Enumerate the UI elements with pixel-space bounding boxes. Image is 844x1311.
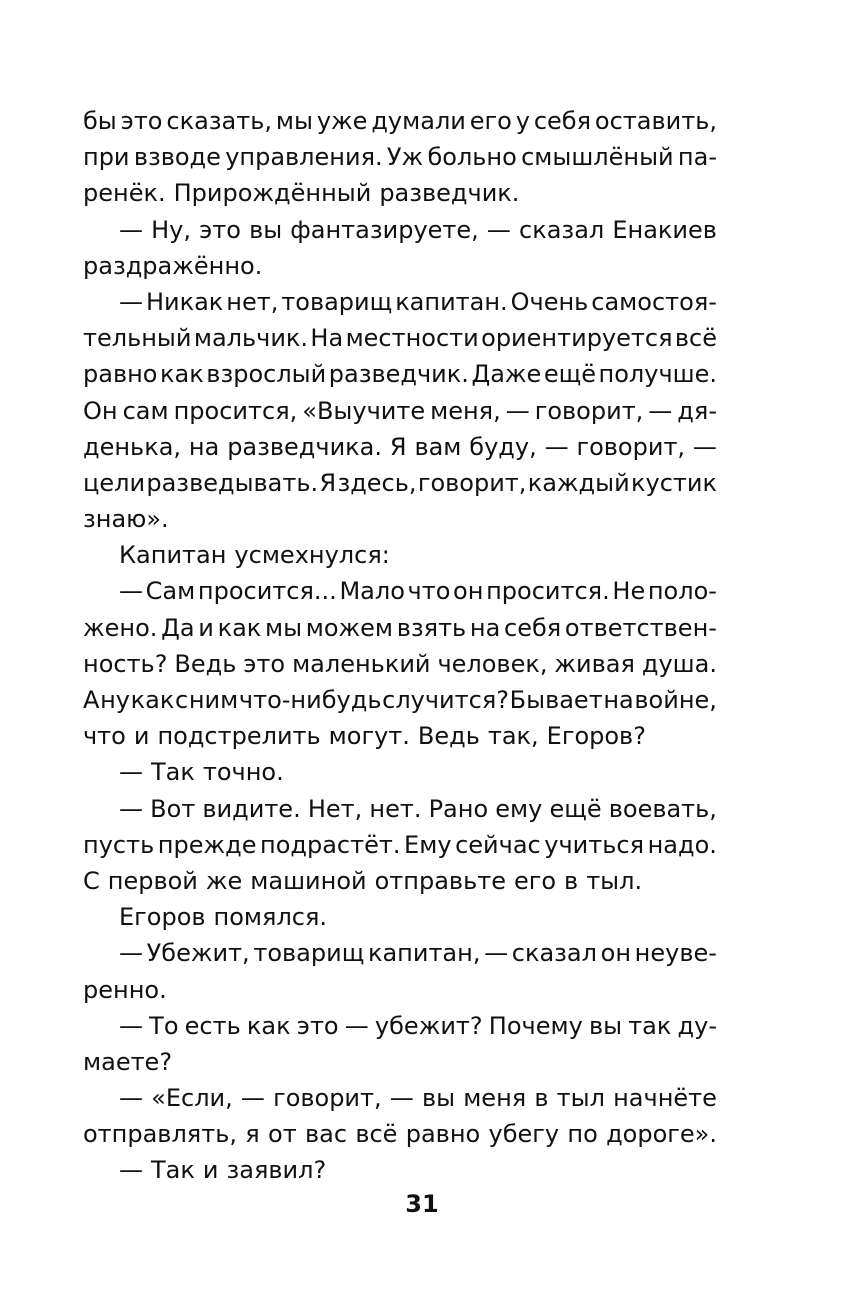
text-line: Егоров помялся.: [119, 903, 328, 932]
text-line: жено. Да и как мы можем взять на себя ответствен-: [83, 613, 717, 642]
text-line: что и подстрелить могут. Ведь так, Егоров?: [83, 722, 646, 751]
text-line: ренно.: [83, 975, 167, 1004]
text-line: знаю».: [83, 505, 169, 534]
text-line: — Так и заявил?: [119, 1156, 327, 1185]
text-line: Он сам просится, «Выучите меня, — говорит, — дя-: [83, 396, 717, 425]
text-line: А ну как с ним что-нибудь случится? Бывает на войне,: [83, 686, 717, 714]
text-line: бы это сказать, мы уже думали его у себя оставить,: [83, 107, 717, 135]
text-line: раздражённо.: [83, 251, 263, 280]
text-line: отправлять, я от вас всё равно убегу по дороге».: [83, 1120, 717, 1149]
text-line: ность? Ведь это маленький человек, живая душа.: [83, 649, 717, 678]
text-line: тельный мальчик. На местности ориентируется всё: [83, 324, 717, 353]
page-number: 31: [405, 1190, 439, 1218]
text-line: — «Если, — говорит, — вы меня в тыл начнёте: [119, 1084, 717, 1113]
page-body: [83, 103, 717, 1189]
text-line: денька, на разведчика. Я вам буду, — говорит, —: [83, 432, 717, 461]
text-line: равно как взрослый разведчик. Даже ещё получше.: [83, 360, 717, 389]
text-line: Капитан усмехнулся:: [119, 541, 390, 570]
text-line: — Убежит, товарищ капитан, — сказал он неуве-: [119, 939, 717, 968]
text-line: маете?: [83, 1047, 173, 1076]
text-line: — Никак нет, товарищ капитан. Очень самостоя-: [119, 287, 717, 316]
text-line: — Вот видите. Нет, нет. Рано ему ещё воевать,: [119, 794, 717, 823]
text-line: пусть прежде подрастёт. Ему сейчас учиться надо.: [83, 830, 717, 859]
text-line: при взводе управления. Уж больно смышлёный па-: [83, 143, 717, 172]
text-line: С первой же машиной отправьте его в тыл.: [83, 866, 643, 895]
text-line: — Сам просится... Мало что он просится. Не поло-: [119, 577, 717, 606]
text-line: — Ну, это вы фантазируете, — сказал Енакиев: [119, 215, 717, 244]
text-line: цели разведывать. Я здесь, говорит, каждый кустик: [83, 468, 717, 497]
text-line: — Так точно.: [119, 758, 284, 787]
text-line: ренёк. Прирождённый разведчик.: [83, 179, 520, 208]
text-line: — То есть как это — убежит? Почему вы так ду-: [119, 1011, 717, 1040]
